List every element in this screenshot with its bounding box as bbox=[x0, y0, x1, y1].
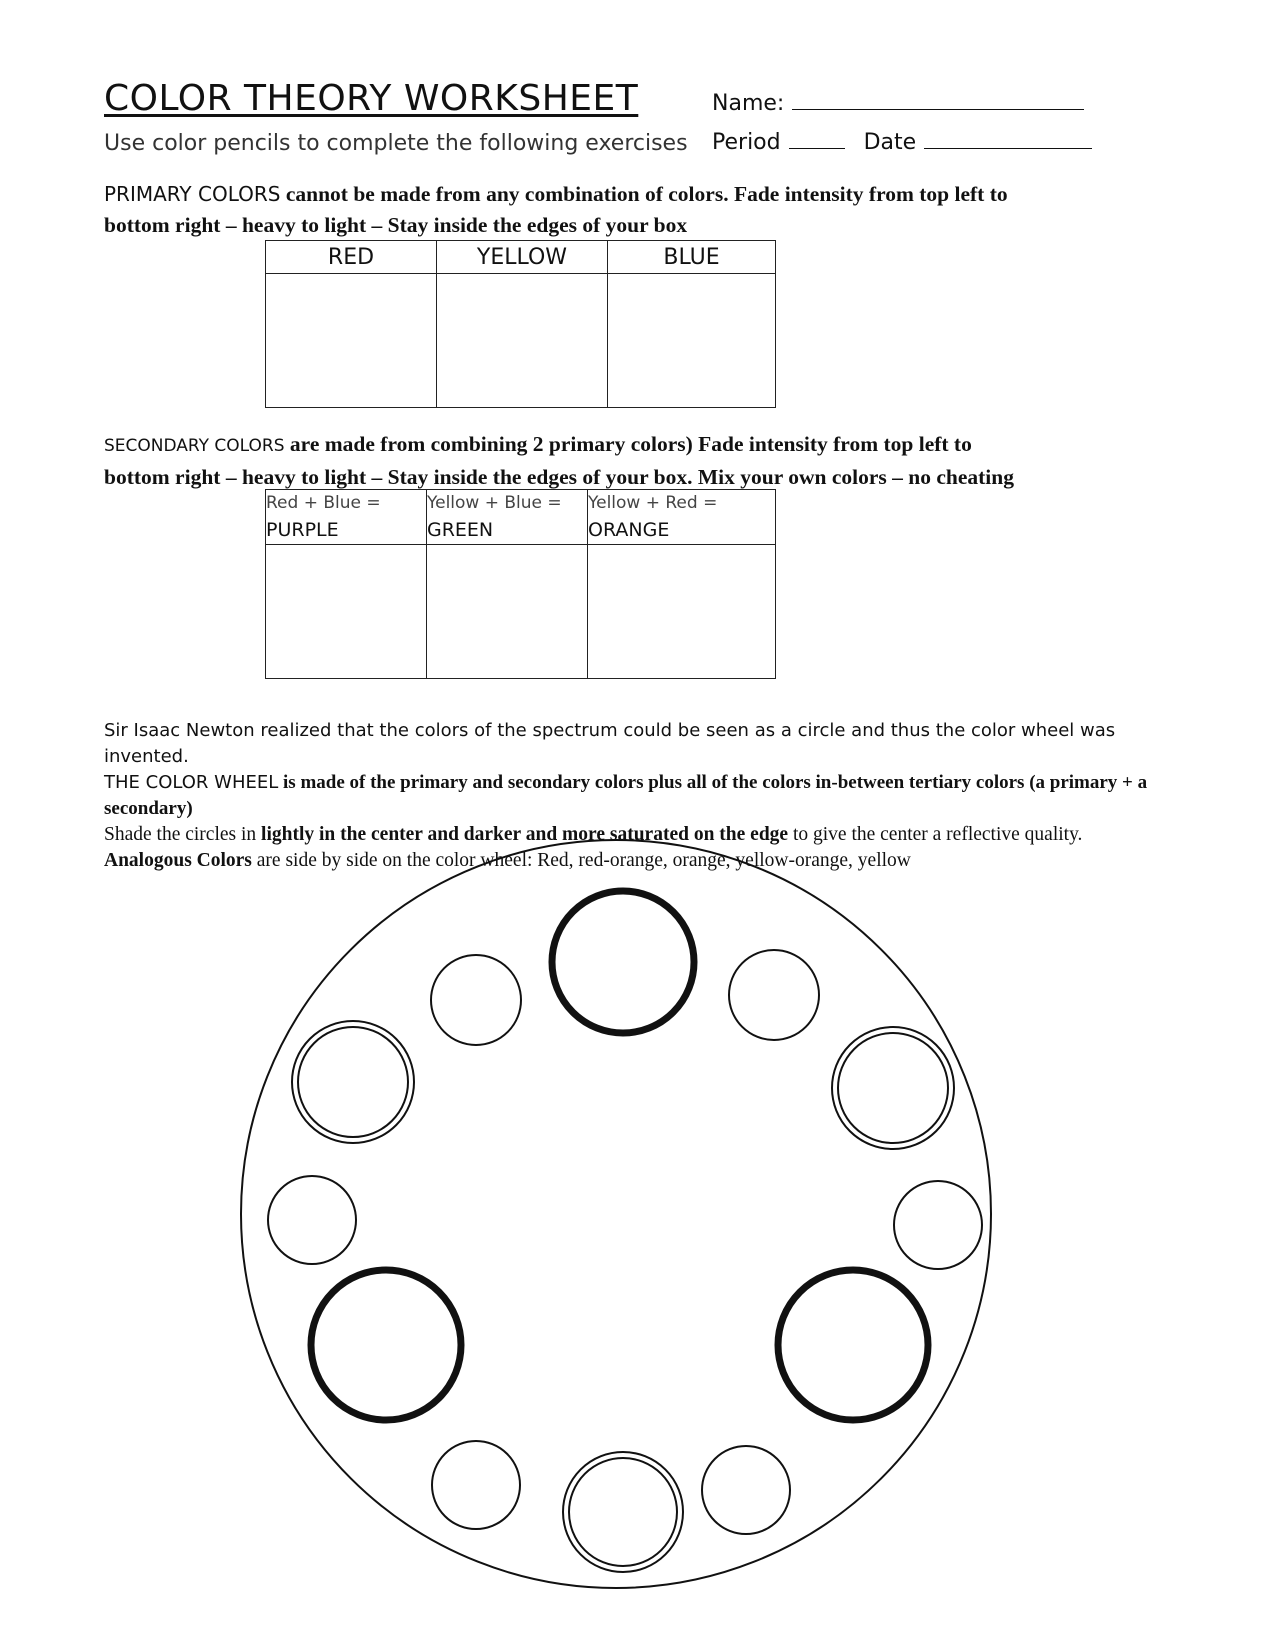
result-label: ORANGE bbox=[588, 519, 670, 541]
primary-col-yellow: YELLOW bbox=[437, 241, 608, 274]
primary-text-2: bottom right – heavy to light – Stay inside the edges of your box bbox=[104, 213, 688, 237]
shade-bold: lightly in the center and darker and more saturated on the edge bbox=[261, 824, 789, 845]
secondary-text-2: bottom right – heavy to light – Stay inside the edges of your box. Mix your own colors – no cheating bbox=[104, 465, 1014, 489]
worksheet-title: COLOR THEORY WORKSHEET bbox=[104, 78, 639, 119]
wheel-circle-primary[interactable] bbox=[311, 1270, 461, 1420]
wheel-circle-tertiary[interactable] bbox=[894, 1181, 982, 1269]
wheel-circle-tertiary[interactable] bbox=[729, 950, 819, 1040]
primary-col-red: RED bbox=[266, 241, 437, 274]
color-wheel-outer-ring bbox=[241, 840, 991, 1588]
wheel-circle-tertiary[interactable] bbox=[432, 1441, 520, 1529]
result-label: GREEN bbox=[427, 519, 494, 541]
period-label: Period bbox=[712, 130, 781, 155]
name-label: Name: bbox=[712, 91, 785, 116]
wheel-circle-primary[interactable] bbox=[778, 1270, 928, 1420]
primary-heading: PRIMARY COLORS bbox=[104, 182, 281, 206]
analogous-bold: Analogous Colors bbox=[104, 850, 252, 871]
color-wheel-definition: is made of the primary and secondary colors plus all of the colors in-between tertiary colors (a primary + a secondary) bbox=[104, 772, 1148, 819]
shade-rest: to give the center a reflective quality. bbox=[788, 824, 1083, 845]
result-label: PURPLE bbox=[266, 519, 339, 541]
wheel-circle-secondary[interactable] bbox=[563, 1452, 683, 1572]
wheel-circle-tertiary[interactable] bbox=[702, 1446, 790, 1534]
analogous-rest: are side by side on the color wheel: Red, red-orange, orange, yellow-orange, yellow bbox=[251, 850, 911, 871]
wheel-circle-secondary[interactable] bbox=[832, 1027, 954, 1149]
primary-col-blue: BLUE bbox=[608, 241, 776, 274]
color-wheel-heading: THE COLOR WHEEL bbox=[104, 772, 279, 793]
wheel-circle-tertiary[interactable] bbox=[268, 1176, 356, 1264]
worksheet-subtitle: Use color pencils to complete the following exercises bbox=[104, 131, 688, 156]
mix-label: Yellow + Red = bbox=[588, 493, 718, 513]
mix-label: Red + Blue = bbox=[266, 493, 381, 513]
primary-text-1: cannot be made from any combination of colors. Fade intensity from top left to bbox=[280, 182, 1008, 206]
wheel-circle-primary[interactable] bbox=[552, 891, 694, 1033]
mix-label: Yellow + Blue = bbox=[427, 493, 562, 513]
wheel-circle-tertiary[interactable] bbox=[431, 955, 521, 1045]
shade-intro: Shade the circles in bbox=[104, 824, 262, 845]
secondary-text-1: are made from combining 2 primary colors) Fade intensity from top left to bbox=[284, 432, 972, 456]
date-label: Date bbox=[863, 130, 917, 155]
wheel-circle-secondary[interactable] bbox=[292, 1021, 414, 1143]
secondary-heading: SECONDARY COLORS bbox=[104, 436, 285, 456]
newton-text: Sir Isaac Newton realized that the colors of the spectrum could be seen as a circle and thus the color wheel was invented. bbox=[104, 720, 1116, 767]
